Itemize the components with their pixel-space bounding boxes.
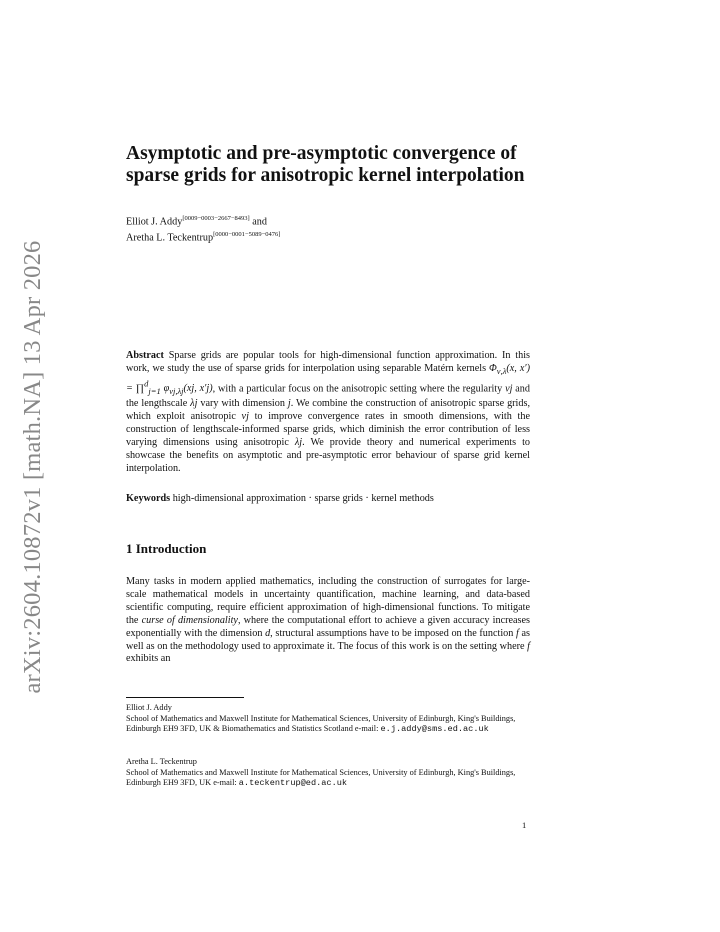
footnote-1-affiliation: School of Mathematics and Maxwell Institute for Mathematical Sciences, University of Edinburgh, King's Buildings, Edinburgh EH9 3FD, UK & Biomathematics and Statistics Scotland e-mail: <box>126 713 516 734</box>
abstract-text-6: to improve convergence rates in smooth dimensions, with the construction of lengthscale-informed sparse grids, which diminish the error contribution of less varying dimensions using anisotropic <box>126 411 530 448</box>
abstract-math-nu-2: νj <box>241 411 249 423</box>
abstract-label: Abstract <box>126 350 164 361</box>
intro-text-2: , where the computational effort to achieve a given accuracy increases exponentially with the dimension <box>126 614 530 639</box>
abstract-text-7: . We provide theory and numerical experiments to showcase the benefits on asymptotic and pre-asymptotic error behaviour of sparse grid kernel interpolation. <box>126 436 531 474</box>
footnote-2-email[interactable]: a.teckentrup@ed.ac.uk <box>238 778 348 789</box>
kernel-argument: (x, x′) = ∏ <box>126 362 530 395</box>
intro-math-f: f <box>516 627 519 639</box>
paper-title <box>126 143 530 187</box>
footnote-2-affiliation: School of Mathematics and Maxwell Institute for Mathematical Sciences, University of Edinburgh, King's Buildings, Edinburgh EH9 3FD, UK e-mail: <box>126 767 516 788</box>
abstract-text-5: . We combine the construction of anisotropic sparse grids, which exploit anisotropic <box>126 398 530 423</box>
keywords-text: high-dimensional approximation · sparse grids · kernel methods <box>170 493 434 504</box>
title-line-2: sparse grids for anisotropic kernel interpolation <box>126 165 525 186</box>
factor-subscript: νj,λj <box>169 386 184 397</box>
abstract-math-lambda: λj <box>190 398 198 410</box>
footnote-2-name: Aretha L. Teckentrup <box>126 757 197 766</box>
factor-symbol: φ <box>160 383 170 395</box>
abstract-text-3: and the lengthscale <box>126 383 530 410</box>
author-2 <box>126 229 530 245</box>
intro-text-5: exhibits an <box>126 653 171 665</box>
author-1 <box>126 213 530 229</box>
abstract-text-1: Sparse grids are popular tools for high-dimensional function approximation. In this work, we study the use of sparse grids for interpolation using separable Matérn kernels <box>126 350 530 374</box>
intro-text-4: as well as on the methodology used to approximate it. The focus of this work is on the setting where <box>126 627 530 652</box>
intro-math-f-2: f <box>527 640 530 652</box>
kernel-subscript: ν,λ <box>496 365 507 376</box>
arxiv-identifier-stamp <box>8 232 58 702</box>
kernel-symbol: Φ <box>489 362 497 374</box>
keywords-label: Keywords <box>126 493 171 504</box>
footnote-divider <box>126 697 244 698</box>
author-1-orcid: [0009−0003−2667−8493] <box>182 215 250 222</box>
page-number: 1 <box>522 820 527 830</box>
author-1-name: Elliot J. Addy <box>126 216 183 228</box>
footnote-author-1 <box>126 703 530 735</box>
product-upper: d <box>144 378 149 389</box>
title-line-1: Asymptotic and pre-asymptotic convergence of <box>126 143 517 164</box>
arxiv-identifier-text: arXiv:2604.10872v1 [math.NA] 13 Apr 2026 <box>19 240 46 694</box>
abstract-math-nu: νj <box>505 383 513 395</box>
intro-math-d: d <box>265 627 271 639</box>
intro-emphasis: curse of dimensionality <box>141 614 238 626</box>
abstract-text-2: , with a particular focus on the anisotropic setting where the regularity <box>212 383 506 395</box>
product-lower: j=1 <box>148 386 161 397</box>
author-2-orcid: [0000−0001−5089−0476] <box>213 230 281 238</box>
factor-argument: (xj, x′j) <box>183 383 213 395</box>
abstract <box>126 350 530 476</box>
author-2-name: Aretha L. Teckentrup <box>126 232 214 244</box>
footnote-1-email[interactable]: e.j.addy@sms.ed.ac.uk <box>380 724 489 735</box>
abstract-text-4: vary with dimension <box>197 398 288 410</box>
introduction-paragraph <box>126 576 530 666</box>
footnote-1-name: Elliot J. Addy <box>126 703 172 712</box>
keywords <box>126 492 530 505</box>
intro-text-1: Many tasks in modern applied mathematics, including the construction of surrogates for large-scale mathematical models in uncertainty quantification, machine learning, and data-based scientific computing, require efficient approximation of high-dimensional functions. To mitigate the <box>126 576 530 626</box>
intro-text-3: , structural assumptions have to be imposed on the function <box>270 627 516 639</box>
footnote-author-2 <box>126 757 530 789</box>
author-list <box>126 213 530 245</box>
section-heading-introduction: 1 Introduction <box>126 541 207 556</box>
abstract-math-lambda-2: λj <box>294 436 303 448</box>
abstract-math-j: j <box>287 398 291 410</box>
author-conjunction: and <box>249 216 267 228</box>
